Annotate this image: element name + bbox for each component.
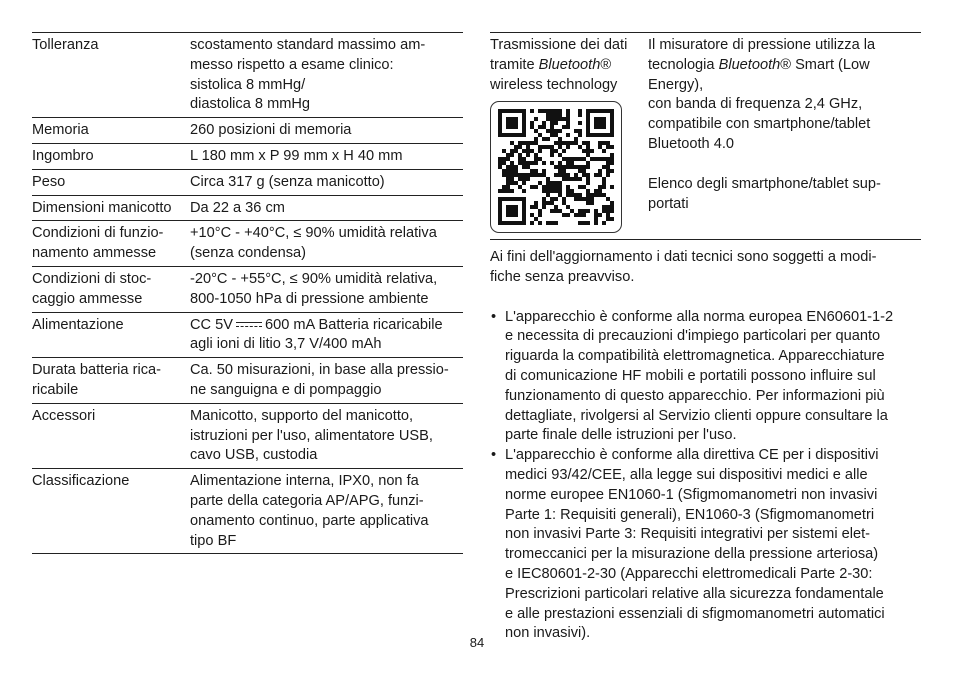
spec-key: Peso [32,173,66,190]
bluetooth-label-line: Trasmissione dei dati [490,37,628,53]
registered-mark: ® [600,56,612,73]
spec-value: L 180 mm x P 99 mm x H 40 mm [190,147,403,164]
spec-key: Accessori [32,407,96,424]
direct-current-icon [236,321,262,329]
bluetooth-label [490,36,648,233]
spec-value-line: -20°C - +55°C, ≤ 90% umidità relativa, [190,270,438,287]
bluetooth-row [490,33,921,239]
spec-row-peso [32,170,463,196]
spec-row-durata-batteria [32,358,463,404]
spec-value-line: Ca. 50 misurazioni, in base alla pressio- [190,362,449,379]
spec-key: Classificazione [32,473,130,490]
spec-value-line: messo rispetto a esame clinico: [190,56,394,73]
qr-code-icon [498,109,614,225]
bluetooth-description [648,36,921,233]
bluetooth-desc-line: Bluetooth 4.0 [648,135,735,152]
spec-value-line: ne sanguigna e di pompaggio [190,381,382,398]
bluetooth-label-line: wireless technology [490,76,618,93]
bullet-icon: • [491,308,497,325]
update-notice [490,248,921,288]
page-number: 84 [469,635,485,650]
bullet-line: dettagliate, rivolgersi al Servizio clienti oppure consultare la [505,407,888,424]
bullet-line: medici 93/42/CEE, alla legge sui dispositivi medici e alle [505,466,868,483]
spec-key-line: ricabile [32,381,79,398]
spec-value [190,270,463,310]
notice-line: fiche senza preavviso. [490,268,635,285]
bluetooth-desc-line: Il misuratore di pressione utilizza la [648,37,876,53]
bluetooth-table [490,32,921,240]
spec-row-accessori [32,404,463,469]
notice-line: Ai fini dell'aggiornamento i dati tecnici sono soggetti a modi- [490,249,877,265]
spec-row-alimentazione [32,313,463,359]
spec-row-ingombro [32,144,463,170]
bullet-line: non invasivi). [505,625,591,642]
spec-value-line: +10°C - +40°C, ≤ 90% umidità relativa [190,225,437,242]
spec-value [190,36,463,115]
spec-value-line [190,316,463,336]
spec-value [190,361,463,401]
spec-row-condizioni-stoccaggio [32,267,463,313]
power-suffix: 600 mA Batteria ricaricabile [264,316,443,333]
spec-key: Memoria [32,122,89,139]
bluetooth-italic: Bluetooth [718,56,781,73]
bullet-line: riguarda la compatibilità elettromagnetica. Apparecchiature [505,348,885,365]
spec-value-line: diastolica 8 mmHg [190,96,311,113]
spec-value: Circa 317 g (senza manicotto) [190,173,385,190]
spec-value-line: Manicotto, supporto del manicotto, [190,407,414,424]
compliance-item-ce [490,446,921,644]
bluetooth-desc-line: con banda di frequenza 2,4 GHz, [648,96,863,113]
bluetooth-label-line [490,56,648,76]
text-fragment: ® Smart (Low [780,56,870,73]
spec-row-tolleranza [32,33,463,118]
bluetooth-desc-line: portati [648,195,689,212]
spec-key-line: Durata batteria rica- [32,362,161,379]
specs-table [32,32,463,554]
spec-key [32,224,190,264]
bullet-line: L'apparecchio è conforme alla direttiva CE per i dispositivi [505,447,879,464]
compliance-list [490,308,921,645]
bullet-line: norme europee EN1060-1 (Sfigmomanometri non invasivi [505,486,878,503]
bullet-icon: • [491,447,497,464]
spec-value: 260 posizioni di memoria [190,122,352,139]
bullet-line: e necessita di precauzioni d'impiego particolari per quanto [505,328,881,345]
spec-value-line: 800-1050 hPa di pressione ambiente [190,290,429,307]
bluetooth-desc-line [648,56,921,76]
compliance-item-emc [490,308,921,447]
spec-value-line: cavo USB, custodia [190,447,318,464]
spec-key-line: namento ammesse [32,245,157,262]
qr-code-frame[interactable] [490,101,622,233]
spec-row-memoria [32,118,463,144]
spec-value-line: agli ioni di litio 3,7 V/400 mAh [190,336,382,353]
spec-row-dimensioni-manicotto [32,196,463,222]
spec-key-line: Condizioni di funzio- [32,225,164,242]
bullet-line: di comunicazione HF mobili e portatili possono influire sul [505,367,876,384]
spec-value-line: scostamento standard massimo am- [190,37,426,53]
power-prefix: CC 5V [190,316,233,333]
spec-value-line: (senza condensa) [190,245,307,262]
bullet-line: tromeccanici per la misurazione della pressione arteriosa) [505,546,879,563]
spec-value [190,472,463,551]
bullet-line: Prescrizioni particolari relative alla sicurezza fondamentale [505,585,884,602]
spec-value-line: tipo BF [190,532,237,549]
notes-section [490,248,921,644]
bullet-line: funzionamento di questo apparecchio. Per informazioni più [505,387,885,404]
spec-key-line: caggio ammesse [32,290,143,307]
spec-key [32,270,190,310]
spec-value: Da 22 a 36 cm [190,199,285,216]
spec-value-line: istruzioni per l'uso, alimentatore USB, [190,427,433,444]
bluetooth-desc-line: Elenco degli smartphone/tablet sup- [648,175,881,192]
text-fragment: tecnologia [648,56,719,73]
bullet-line: e IEC80601-2-30 (Apparecchi elettromedicali Parte 2-30: [505,565,873,582]
bullet-line: Parte 1: Requisiti generali), EN1060-3 (Sfigmomanometri [505,506,875,523]
spec-key-line: Condizioni di stoc- [32,270,152,287]
spec-value-line: parte della categoria AP/APG, funzi- [190,492,424,509]
spec-value [190,407,463,466]
bullet-line: e alle prestazioni essenziali di sfigmomanometri automatici [505,605,885,622]
spec-row-condizioni-funzionamento [32,221,463,267]
bullet-line: parte finale delle istruzioni per l'uso. [505,427,737,444]
spec-key: Tolleranza [32,37,99,53]
bullet-line: L'apparecchio è conforme alla norma europea EN60601-1-2 [505,308,894,325]
spec-row-classificazione [32,469,463,554]
spec-key: Ingombro [32,147,94,164]
bullet-line: non invasivi Parte 3: Requisiti integrativi per sistemi elet- [505,526,871,543]
spec-value-line: Alimentazione interna, IPX0, non fa [190,473,419,490]
spec-key: Alimentazione [32,316,124,333]
spec-key [32,361,190,401]
spacer [648,155,921,175]
bluetooth-desc-line: compatibile con smartphone/tablet [648,116,871,133]
bluetooth-italic: Bluetooth [538,56,601,73]
spec-value [190,224,463,264]
spec-key: Dimensioni manicotto [32,199,172,216]
text-fragment: tramite [490,56,539,73]
bluetooth-desc-line: Energy), [648,76,704,93]
spec-value [190,316,463,356]
spec-value-line: onamento continuo, parte applicativa [190,512,429,529]
spec-value-line: sistolica 8 mmHg/ [190,76,306,93]
